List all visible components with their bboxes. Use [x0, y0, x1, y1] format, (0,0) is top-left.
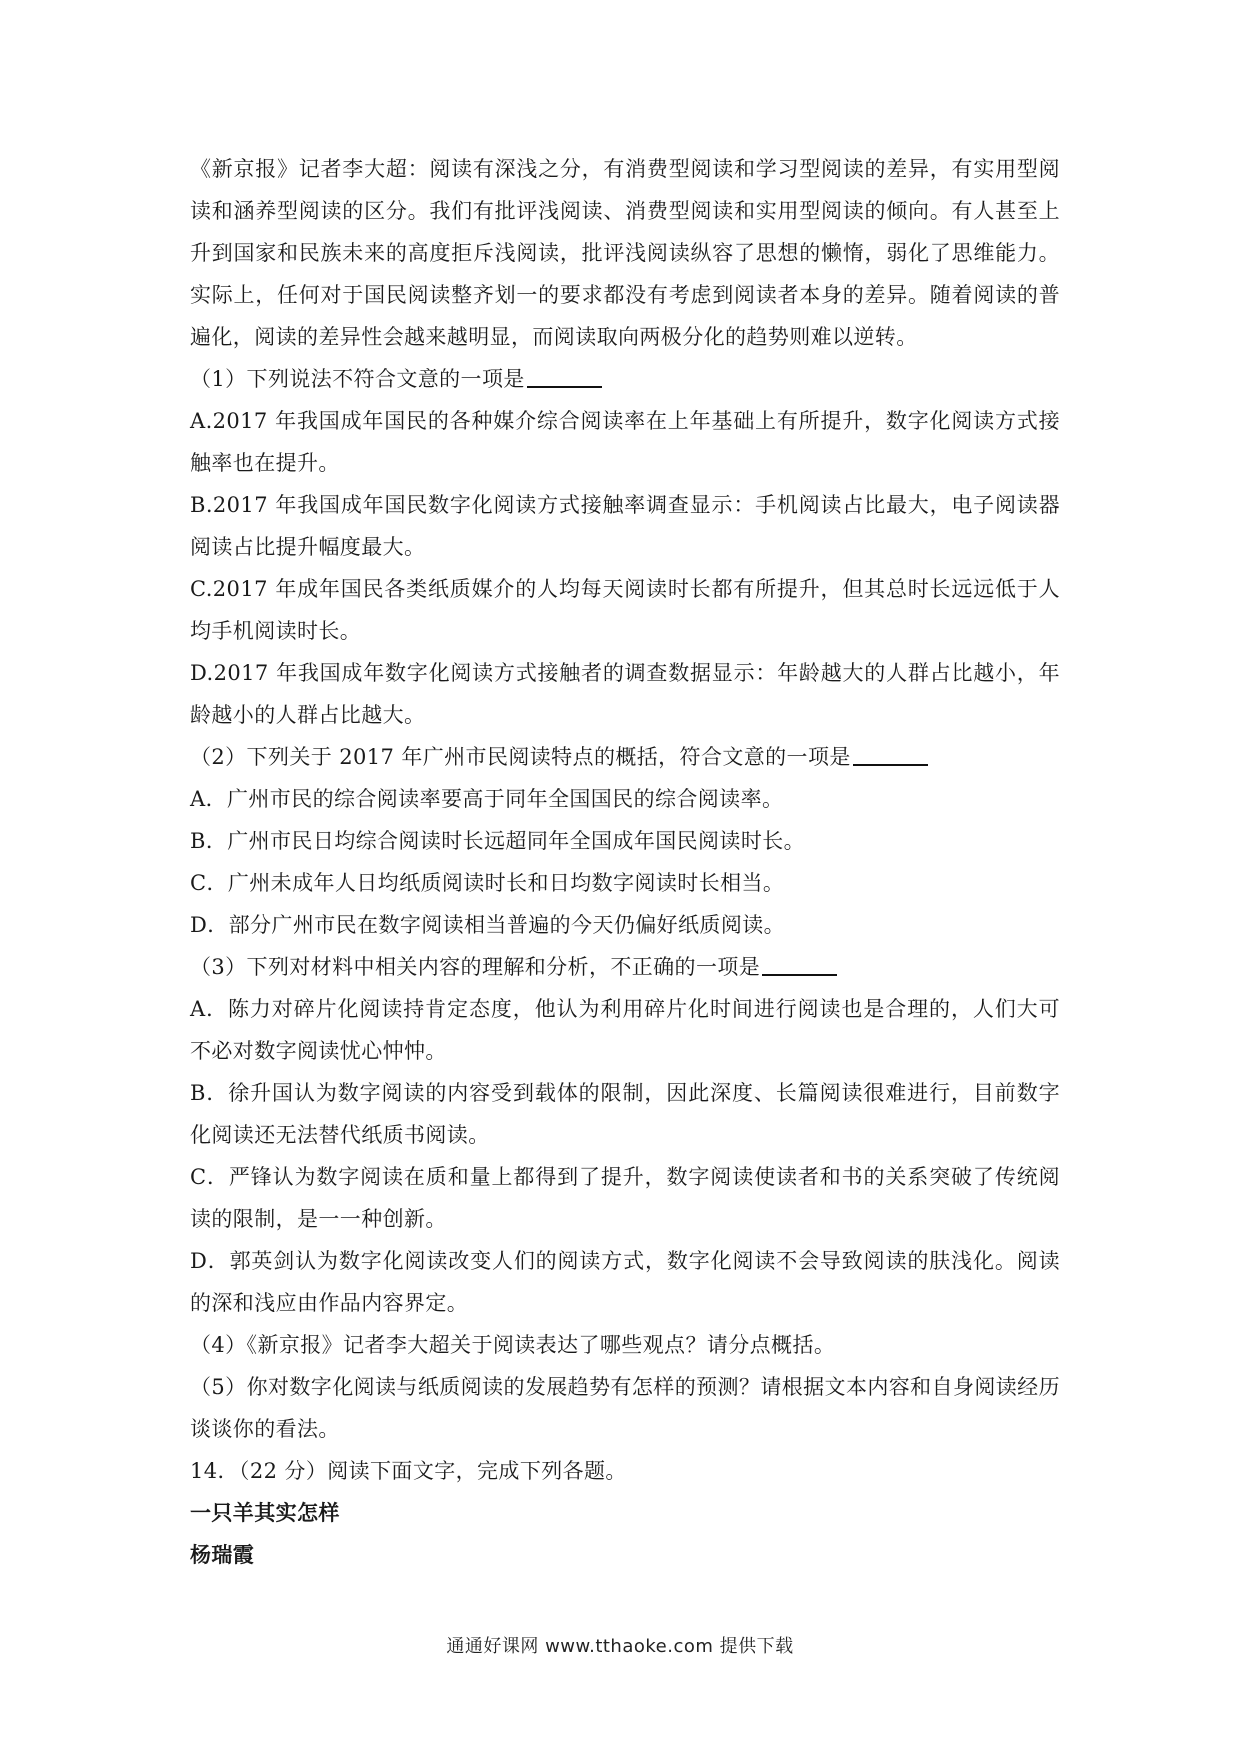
question-2-option-a: A．广州市民的综合阅读率要高于同年全国国民的综合阅读率。	[190, 787, 784, 811]
question-3-option-a: A．陈力对碎片化阅读持肯定态度，他认为利用碎片化时间进行阅读也是合理的，人们大可不必对数字阅读忧心忡忡。	[190, 997, 1060, 1063]
story-author: 杨瑞霞	[190, 1543, 255, 1567]
intro-paragraph: 《新京报》记者李大超：阅读有深浅之分，有消费型阅读和学习型阅读的差异，有实用型阅读和涵养型阅读的区分。我们有批评浅阅读、消费型阅读和实用型阅读的倾向。有人甚至上升到国家和民族未来的高度拒斥浅阅读，批评浅阅读纵容了思想的懒惰，弱化了思维能力。实际上，任何对于国民阅读整齐划一的要求都没有考虑到阅读者本身的差异。随着阅读的普遍化，阅读的差异性会越来越明显，而阅读取向两极分化的趋势则难以逆转。	[190, 157, 1060, 349]
question-2-stem: （2）下列关于 2017 年广州市民阅读特点的概括，符合文意的一项是	[190, 736, 1060, 778]
story-title: 一只羊其实怎样	[190, 1501, 340, 1525]
page-footer: 通通好课网 www.tthaoke.com 提供下载	[446, 1636, 794, 1657]
answer-blank	[853, 742, 928, 766]
answer-blank	[527, 364, 602, 388]
question-1-option-a: A.2017 年我国成年国民的各种媒介综合阅读率在上年基础上有所提升，数字化阅读方式接触率也在提升。	[190, 409, 1060, 475]
question-3-option-c: C．严锋认为数字阅读在质和量上都得到了提升，数字阅读使读者和书的关系突破了传统阅读的限制，是一一种创新。	[190, 1165, 1060, 1231]
question-5: （5）你对数字化阅读与纸质阅读的发展趋势有怎样的预测？请根据文本内容和自身阅读经历谈谈你的看法。	[190, 1375, 1060, 1441]
question-2-option-c: C．广州未成年人日均纸质阅读时长和日均数字阅读时长相当。	[190, 871, 785, 895]
question-3-stem: （3）下列对材料中相关内容的理解和分析，不正确的一项是	[190, 946, 1060, 988]
question-3-option-d: D．郭英剑认为数字化阅读改变人们的阅读方式，数字化阅读不会导致阅读的肤浅化。阅读的深和浅应由作品内容界定。	[190, 1249, 1060, 1315]
answer-blank	[762, 952, 837, 976]
question-3-option-b: B．徐升国认为数字阅读的内容受到载体的限制，因此深度、长篇阅读很难进行，目前数字化阅读还无法替代纸质书阅读。	[190, 1081, 1060, 1147]
question-1-option-d: D.2017 年我国成年数字化阅读方式接触者的调查数据显示：年龄越大的人群占比越小，年龄越小的人群占比越大。	[190, 661, 1060, 727]
question-1-option-c: C.2017 年成年国民各类纸质媒介的人均每天阅读时长都有所提升，但其总时长远远低于人均手机阅读时长。	[190, 577, 1060, 643]
question-2-option-b: B．广州市民日均综合阅读时长远超同年全国成年国民阅读时长。	[190, 829, 806, 853]
document-body	[190, 148, 1060, 1576]
question-14-heading: 14．（22 分）阅读下面文字，完成下列各题。	[190, 1459, 627, 1483]
question-4: （4）《新京报》记者李大超关于阅读表达了哪些观点？请分点概括。	[190, 1333, 836, 1357]
question-2-option-d: D．部分广州市民在数字阅读相当普遍的今天仍偏好纸质阅读。	[190, 913, 786, 937]
question-1-option-b: B.2017 年我国成年国民数字化阅读方式接触率调查显示：手机阅读占比最大，电子阅读器阅读占比提升幅度最大。	[190, 493, 1060, 559]
question-1-stem: （1）下列说法不符合文意的一项是	[190, 358, 1060, 400]
